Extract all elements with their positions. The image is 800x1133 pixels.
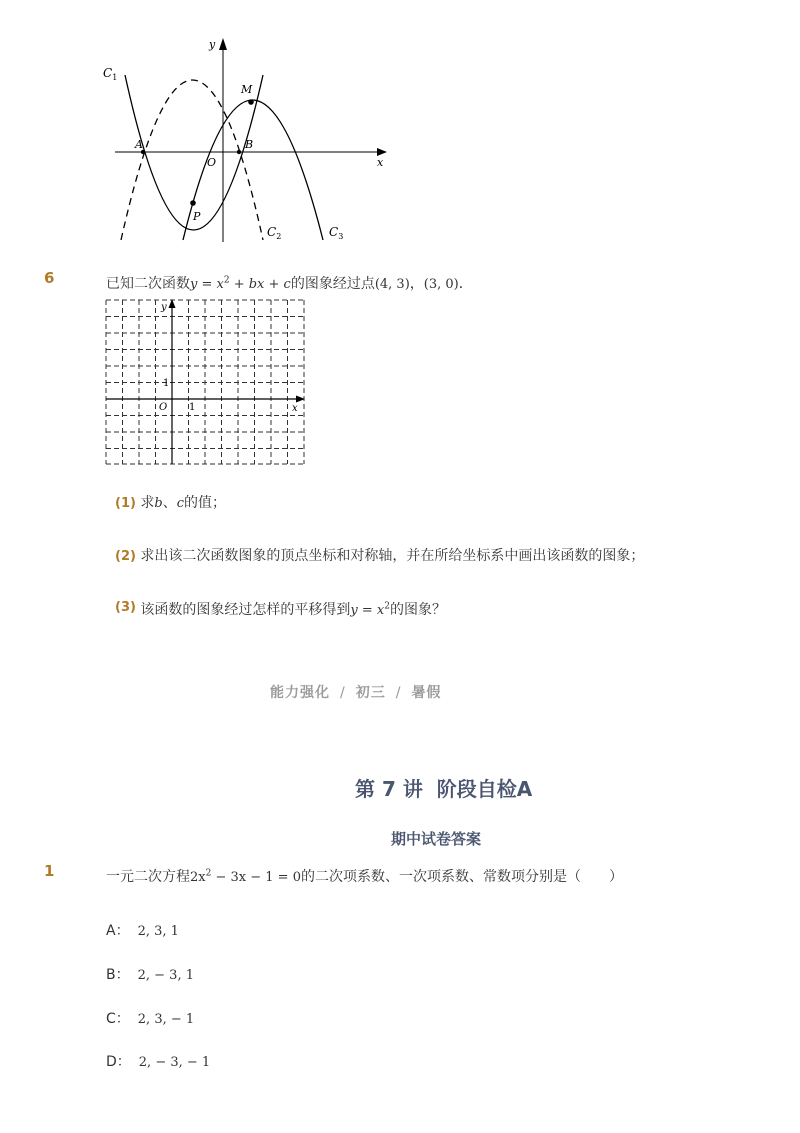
grid-label-one-x: 1	[189, 402, 196, 413]
stem-post: 的图象经过点	[290, 276, 375, 292]
point-1: (4, 3)	[374, 277, 410, 292]
label-o: O	[207, 156, 217, 169]
point-b	[237, 150, 241, 154]
label-c1: $C_1$	[103, 66, 118, 82]
grid-label-x: x	[292, 403, 298, 414]
point-2: (3, 0)	[423, 277, 459, 292]
option-b[interactable]: B： 2, − 3, 1	[106, 967, 194, 983]
lesson-title: 第 7 讲 阶段自检A	[355, 777, 533, 801]
sub-number-2: (2)	[115, 549, 136, 564]
point-m	[248, 99, 254, 105]
question-stem: 已知二次函数$y = x^2$ + bx + c的图象经过点(4, 3)，(3, 0)．	[106, 275, 473, 292]
question-number: 6	[44, 269, 55, 287]
grid-label-one-y: 1	[163, 378, 170, 389]
page-footer: 能力强化 / 初三 / 暑假	[270, 685, 442, 701]
curve-c3	[183, 100, 323, 240]
sub-number-3: (3)	[115, 600, 136, 615]
question-number-1: 1	[44, 862, 55, 880]
parabola-figure	[95, 30, 405, 250]
grid-label-o: O	[159, 402, 168, 413]
option-d[interactable]: D： 2, − 3, − 1	[106, 1054, 211, 1070]
label-c3: $C_3$	[329, 225, 344, 241]
stem-formula: $y = x^2$ + bx + c	[190, 275, 291, 292]
y-axis-arrow	[219, 38, 227, 50]
label-a: A	[135, 138, 143, 151]
sub-question-2: (2) 求出该二次函数图象的顶点坐标和对称轴，并在所给坐标系中画出该函数的图象；	[115, 548, 645, 564]
label-m: M	[241, 83, 253, 96]
option-c[interactable]: C： 2, 3, − 1	[106, 1011, 195, 1027]
x-axis-arrow	[377, 148, 387, 156]
lesson-subtitle: 期中试卷答案	[391, 830, 482, 848]
label-y: y	[209, 38, 216, 51]
sub-number-1: (1)	[115, 496, 136, 511]
label-c2: $C_2$	[267, 225, 282, 241]
sub-question-1: (1) 求b、c的值；	[115, 495, 226, 511]
label-b: B	[245, 138, 254, 151]
coordinate-grid	[104, 298, 306, 466]
sub-question-3: (3) 该函数的图象经过怎样的平移得到$y = x^2$的图象？	[115, 600, 446, 618]
point-p	[190, 200, 196, 206]
stem-pre: 已知二次函数	[106, 276, 190, 292]
label-p: P	[193, 210, 201, 223]
question-1-stem: 一元二次方程$2x^2 - 3x - 1 = 0$的二次项系数、一次项系数、常数项分别是（ ）	[106, 868, 623, 885]
label-x: x	[377, 156, 384, 169]
option-a[interactable]: A： 2, 3, 1	[106, 923, 179, 939]
grid-label-y: y	[161, 302, 167, 313]
